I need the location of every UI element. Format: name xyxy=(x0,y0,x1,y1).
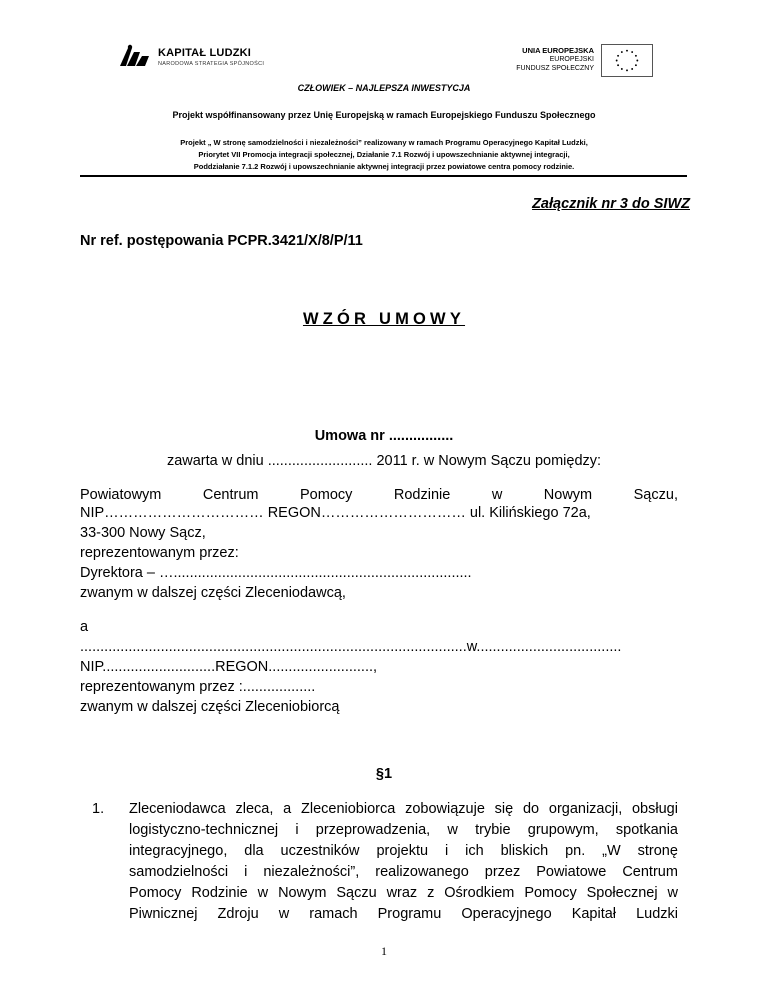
item-word: Centrum xyxy=(622,864,678,880)
header-project-info xyxy=(0,137,768,173)
item-word: spotkania xyxy=(615,822,678,838)
item-word: logistyczno-technicznej xyxy=(129,822,279,838)
eu-label-line1: UNIA EUROPEJSKA xyxy=(522,46,594,55)
party1-line3: 33-300 Nowy Sącz, xyxy=(80,525,206,541)
item-word: ich xyxy=(465,843,484,859)
concluded-line: zawarta w dniu .......................... 2011 r. w Nowym Sączu pomiędzy: xyxy=(166,453,602,469)
party2-line2: NIP............................REGON.........................., xyxy=(80,659,378,675)
party1-line6: zwanym w dalszej części Zleceniodawcą, xyxy=(80,585,346,601)
item-line xyxy=(129,843,678,859)
item-word: grupowym, xyxy=(527,822,599,838)
item-word: Ośrodkiem xyxy=(444,885,515,901)
item-word: Zdroju xyxy=(217,906,259,922)
page-number: 1 xyxy=(381,944,387,958)
header-project-line2: Priorytet VII Promocja integracji społecznej, Działanie 7.1 Rozwój i upowszechnianie aktywnej integracji, xyxy=(198,150,570,159)
item-line xyxy=(129,822,678,838)
item-word: Społecznej xyxy=(586,885,658,901)
item-word: Piwnicznej xyxy=(129,906,198,922)
kapital-ludzki-subtitle: NARODOWA STRATEGIA SPÓJNOŚCI xyxy=(158,61,265,67)
party1-word: Powiatowym xyxy=(80,487,162,503)
item-line xyxy=(129,885,678,901)
party1-line5: Dyrektora – ….......................................................................... xyxy=(80,565,472,581)
item-word: niezależności”, xyxy=(263,864,360,880)
item-word: Powiatowe xyxy=(536,864,607,880)
item-word: integracyjnego, xyxy=(129,843,228,859)
item-number: 1. xyxy=(92,801,105,817)
item-word: pn. xyxy=(565,843,586,859)
item-word: stronę xyxy=(637,843,678,859)
item-word: realizowanego xyxy=(375,864,469,880)
eu-label-line2: EUROPEJSKI xyxy=(549,56,594,63)
header-project-line3: Poddziałanie 7.1.2 Rozwój i upowszechnianie aktywnej integracji przez powiatowe centra pomocy rodzinie. xyxy=(193,162,575,171)
item-word: i xyxy=(444,843,449,859)
item-word: uczestników xyxy=(280,843,360,859)
item-word: i xyxy=(295,822,299,838)
item-word: dla xyxy=(244,843,264,859)
party1-line4: reprezentowanym przez: xyxy=(80,545,239,561)
kapital-ludzki-logo xyxy=(118,44,268,70)
item-word: w xyxy=(257,885,269,901)
document-title: WZÓR UMOWY xyxy=(302,310,466,328)
annex-label: Załącznik nr 3 do SIWZ xyxy=(532,196,690,212)
party1-word: w xyxy=(491,487,503,503)
item-word: obsługi xyxy=(631,801,678,817)
item-word: projektu xyxy=(376,843,429,859)
item-word: się xyxy=(494,801,514,817)
item-line xyxy=(129,906,678,922)
header-divider xyxy=(80,175,687,177)
item-word: i xyxy=(244,864,248,880)
item-word: przez xyxy=(484,864,521,880)
item-word: zobowiązuje xyxy=(405,801,485,817)
item-word: do xyxy=(522,801,540,817)
item-word: samodzielności xyxy=(129,864,229,880)
item-word: Rodzinie xyxy=(191,885,248,901)
item-word: Pomocy xyxy=(129,885,182,901)
party2-line3: reprezentowanym przez :.................. xyxy=(80,679,316,695)
eu-label xyxy=(516,46,594,73)
item-word: w xyxy=(667,885,678,901)
header-motto: CZŁOWIEK – NAJLEPSZA INWESTYCJA xyxy=(297,83,471,93)
party1-word: Sączu, xyxy=(633,487,678,503)
header-project-line1: Projekt „ W stronę samodzielności i niezależności” realizowany w ramach Programu Operacyjnego Kapitał Ludzki, xyxy=(180,138,588,147)
item-word: organizacji, xyxy=(548,801,623,817)
item-word: z xyxy=(427,885,435,901)
item-word: Operacyjnego xyxy=(461,906,552,922)
item-word: a xyxy=(283,801,292,817)
party1-line2: NIP…………………………… REGON………………………… ul. Kilińskiego 72a, xyxy=(80,505,591,521)
item-word: Nowym xyxy=(278,885,327,901)
contract-number: Umowa nr ................ xyxy=(314,428,454,444)
party1-word: Pomocy xyxy=(300,487,353,503)
item-word: trybie xyxy=(475,822,511,838)
item-word: zleca, xyxy=(235,801,274,817)
party1-word: Nowym xyxy=(543,487,593,503)
item-word: „W xyxy=(602,843,621,859)
header-cofinanced: Projekt współfinansowany przez Unię Europejską w ramach Europejskiego Funduszu Społecznego xyxy=(172,110,596,120)
item-word: ramach xyxy=(309,906,358,922)
item-word: wraz xyxy=(386,885,418,901)
eu-flag-icon xyxy=(601,44,653,77)
party1-word: Rodzinie xyxy=(393,487,451,503)
party2-line1: ................................................................................................w.................................... xyxy=(80,639,622,655)
item-word: Zleceniobiorca xyxy=(301,801,396,817)
item-word: Kapitał xyxy=(571,906,617,922)
section-heading: §1 xyxy=(375,766,393,782)
party1-line1 xyxy=(80,487,678,503)
party2-line4: zwanym w dalszej części Zleceniobiorcą xyxy=(80,699,340,715)
item-line xyxy=(129,801,678,817)
item-word: bliskich xyxy=(500,843,549,859)
item-word: przeprowadzenia, xyxy=(315,822,431,838)
conjunction: a xyxy=(80,619,89,635)
kapital-ludzki-title: KAPITAŁ LUDZKI xyxy=(158,47,252,59)
item-word: Ludzki xyxy=(636,906,678,922)
item-word: w xyxy=(278,906,290,922)
reference-number: Nr ref. postępowania PCPR.3421/X/8/P/11 xyxy=(80,233,363,249)
item-word: Programu xyxy=(377,906,442,922)
item-word: Pomocy xyxy=(524,885,577,901)
item-word: Sączu xyxy=(336,885,377,901)
kapital-ludzki-emblem-icon xyxy=(118,44,152,68)
item-word: w xyxy=(447,822,458,838)
item-word: Zleceniodawca xyxy=(129,801,226,817)
eu-label-line3: FUNDUSZ SPOŁECZNY xyxy=(516,65,594,72)
party1-word: Centrum xyxy=(202,487,259,503)
item-line xyxy=(129,864,678,880)
